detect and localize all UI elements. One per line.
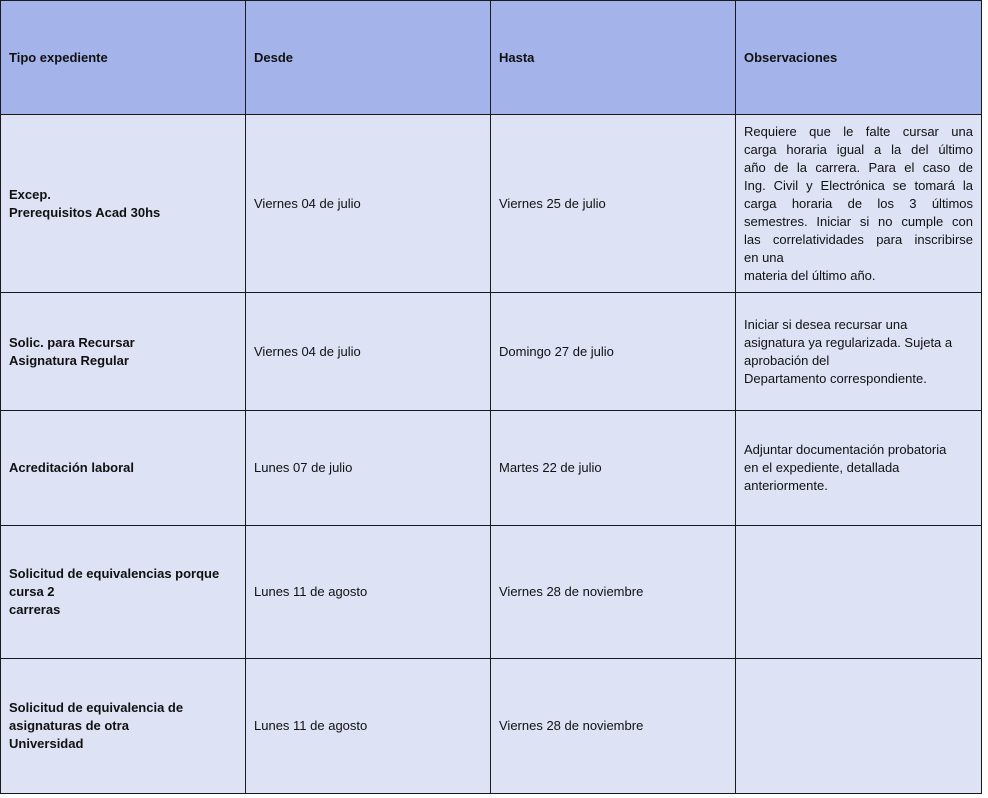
header-desde: Desde — [246, 1, 491, 115]
tipo-line: Universidad — [9, 736, 84, 751]
header-row — [1, 1, 982, 115]
tipo-line: Excep. — [9, 186, 51, 202]
header-tipo-expediente: Tipo expediente — [1, 1, 246, 115]
tipo-line: Acreditación laboral — [9, 460, 134, 475]
obs-line: las correlatividades para inscribirse — [744, 231, 973, 247]
tipo-line: Solicitud de equivalencias porque — [9, 566, 220, 581]
tipo-cell — [1, 526, 246, 659]
tipo-cell — [1, 115, 246, 293]
obs-line: carga horaria igual a la del último — [744, 141, 973, 157]
hasta-cell: Martes 22 de julio — [491, 411, 736, 526]
obs-line: carga horaria de los 3 últimos — [744, 195, 973, 211]
observaciones-cell — [736, 115, 982, 293]
table-row — [1, 411, 982, 526]
tipo-line: Solicitud de equivalencia de — [9, 700, 184, 715]
observaciones-cell — [736, 293, 982, 411]
obs-line: aprobación del — [744, 352, 830, 368]
desde-cell: Lunes 11 de agosto — [246, 526, 491, 659]
tipo-cell — [1, 411, 246, 526]
tipo-cell — [1, 293, 246, 411]
observaciones-cell — [736, 526, 982, 659]
tipo-line: Solic. para Recursar — [9, 334, 135, 350]
desde-cell: Viernes 04 de julio — [246, 115, 491, 293]
observaciones-cell — [736, 411, 982, 526]
obs-line: Requiere que le falte cursar una — [744, 123, 973, 139]
obs-line: Adjuntar documentación probatoria — [744, 442, 947, 457]
obs-line: Departamento correspondiente. — [744, 370, 927, 386]
tipo-line: asignaturas de otra — [9, 718, 129, 733]
obs-line: en el expediente, detallada — [744, 460, 900, 475]
tipo-line: carreras — [9, 602, 61, 617]
table-row — [1, 659, 982, 794]
desde-cell: Lunes 11 de agosto — [246, 659, 491, 794]
obs-line: año de la carrera. Para el caso de — [744, 159, 973, 175]
tipo-line: Prerequisitos Acad 30hs — [9, 204, 161, 220]
tipo-line: Asignatura Regular — [9, 352, 129, 368]
observaciones-cell — [736, 659, 982, 794]
obs-line: en una — [744, 249, 784, 265]
header-observaciones: Observaciones — [736, 1, 982, 115]
desde-cell: Lunes 07 de julio — [246, 411, 491, 526]
obs-line: Iniciar si desea recursar una — [744, 316, 908, 332]
tipo-line: cursa 2 — [9, 584, 55, 599]
obs-line: anteriormente. — [744, 478, 828, 493]
table-row — [1, 526, 982, 659]
hasta-cell: Viernes 25 de julio — [491, 115, 736, 293]
hasta-cell: Viernes 28 de noviembre — [491, 526, 736, 659]
obs-line: semestres. Iniciar si no cumple con — [744, 213, 973, 229]
obs-line: asignatura ya regularizada. Sujeta a — [744, 334, 953, 350]
header-hasta: Hasta — [491, 1, 736, 115]
desde-cell: Viernes 04 de julio — [246, 293, 491, 411]
table-row — [1, 293, 982, 411]
tipo-cell — [1, 659, 246, 794]
hasta-cell: Domingo 27 de julio — [491, 293, 736, 411]
hasta-cell: Viernes 28 de noviembre — [491, 659, 736, 794]
obs-line: materia del último año. — [744, 267, 876, 283]
obs-line: Ing. Civil y Electrónica se tomará la — [744, 177, 973, 193]
table-row — [1, 115, 982, 293]
